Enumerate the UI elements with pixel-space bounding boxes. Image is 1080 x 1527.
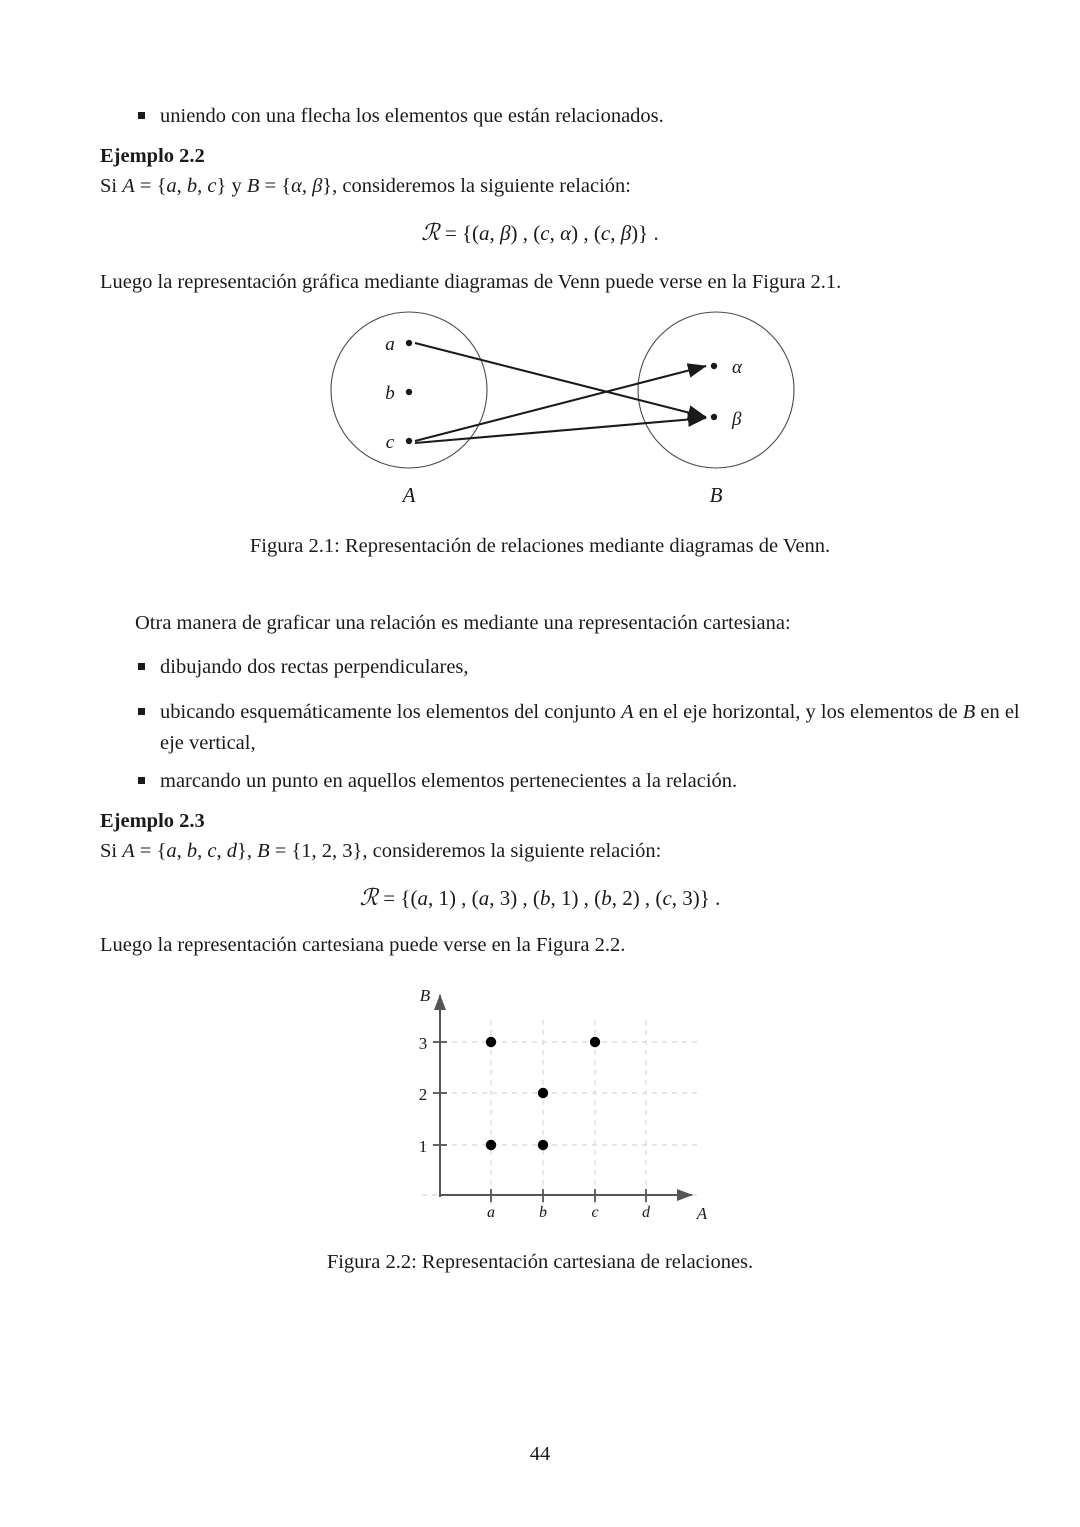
data-point bbox=[538, 1088, 548, 1098]
element-dot-b bbox=[406, 389, 412, 395]
list-item-label: marcando un punto en aquellos elementos pertenecientes a la relación. bbox=[160, 770, 738, 792]
paragraph-luego-cartesiana: Luego la representación cartesiana puede verse en la Figura 2.2. bbox=[100, 934, 626, 956]
bullet-square-icon bbox=[138, 777, 147, 784]
arrow-a-to-beta bbox=[415, 343, 706, 417]
page-number: 44 bbox=[529, 1443, 551, 1465]
grid-vertical bbox=[491, 1020, 646, 1218]
list-item bbox=[138, 697, 1033, 759]
list-item-label: ubicando esquemáticamente los elementos del conjunto A en el eje horizontal, y los elementos de B en el eje vertical, bbox=[160, 701, 1020, 754]
data-point bbox=[538, 1140, 548, 1150]
caption-figure-2-2: Figura 2.2: Representación cartesiana de relaciones. bbox=[326, 1251, 754, 1273]
heading-ejemplo-2-2: Ejemplo 2.2 bbox=[100, 145, 205, 167]
element-label-a: a bbox=[385, 334, 395, 355]
x-tick-label-c: c bbox=[591, 1204, 599, 1221]
data-point bbox=[590, 1037, 600, 1047]
formula-relation-2-2: ℛ = {(a, β) , (c, α) , (c, β)} . bbox=[421, 220, 659, 246]
bullet-square-icon bbox=[138, 663, 147, 670]
element-dot-c bbox=[406, 438, 412, 444]
bullet-square-icon bbox=[138, 708, 147, 715]
set-a-label: A bbox=[402, 483, 416, 507]
list-item-label: uniendo con una flecha los elementos que están relacionados. bbox=[160, 105, 664, 127]
y-axis-label: B bbox=[419, 986, 431, 1005]
caption-figure-2-1: Figura 2.1: Representación de relaciones mediante diagramas de Venn. bbox=[249, 535, 831, 557]
cartesian-plot-svg bbox=[400, 975, 730, 1225]
x-axis-label: A bbox=[696, 1204, 708, 1223]
set-b-label: B bbox=[709, 483, 723, 507]
x-tick-label-b: b bbox=[539, 1204, 547, 1221]
list-item bbox=[138, 652, 978, 683]
element-label-alpha: α bbox=[732, 357, 742, 378]
x-tick-label-a: a bbox=[487, 1204, 495, 1221]
venn-diagram-svg bbox=[300, 300, 840, 515]
y-tick-label-1: 1 bbox=[418, 1137, 428, 1156]
element-dot-beta bbox=[711, 414, 717, 420]
grid-horizontal bbox=[422, 1042, 700, 1195]
element-label-c: c bbox=[385, 432, 395, 453]
element-label-b: b bbox=[385, 383, 395, 404]
element-dot-alpha bbox=[711, 363, 717, 369]
element-label-beta: β bbox=[732, 409, 742, 430]
list-item-label: dibujando dos rectas perpendiculares, bbox=[160, 656, 469, 678]
figure-venn-diagram bbox=[300, 300, 840, 515]
formula-relation-2-3: ℛ = {(a, 1) , (a, 3) , (b, 1) , (b, 2) , (c, 3)} . bbox=[359, 885, 721, 911]
bullet-square-icon bbox=[138, 112, 147, 119]
paragraph-si-a-b-2-2: Si A = {a, b, c} y B = {α, β}, consideremos la siguiente relación: bbox=[100, 175, 631, 197]
set-b-circle bbox=[638, 312, 794, 468]
paragraph-otra-manera: Otra manera de graficar una relación es mediante una representación cartesiana: bbox=[135, 612, 791, 634]
heading-ejemplo-2-3: Ejemplo 2.3 bbox=[100, 810, 205, 832]
data-point bbox=[486, 1140, 496, 1150]
element-dot-a bbox=[406, 340, 412, 346]
paragraph-si-a-b-2-3: Si A = {a, b, c, d}, B = {1, 2, 3}, consideremos la siguiente relación: bbox=[100, 840, 662, 862]
data-point bbox=[486, 1037, 496, 1047]
list-item bbox=[138, 101, 978, 132]
list-item bbox=[138, 766, 978, 797]
figure-cartesian-plot bbox=[400, 975, 730, 1225]
y-tick-label-2: 2 bbox=[418, 1085, 428, 1104]
y-tick-label-3: 3 bbox=[418, 1034, 428, 1053]
x-tick-label-d: d bbox=[642, 1204, 650, 1221]
paragraph-luego-venn: Luego la representación gráfica mediante diagramas de Venn puede verse en la Figura 2.1. bbox=[100, 271, 842, 293]
